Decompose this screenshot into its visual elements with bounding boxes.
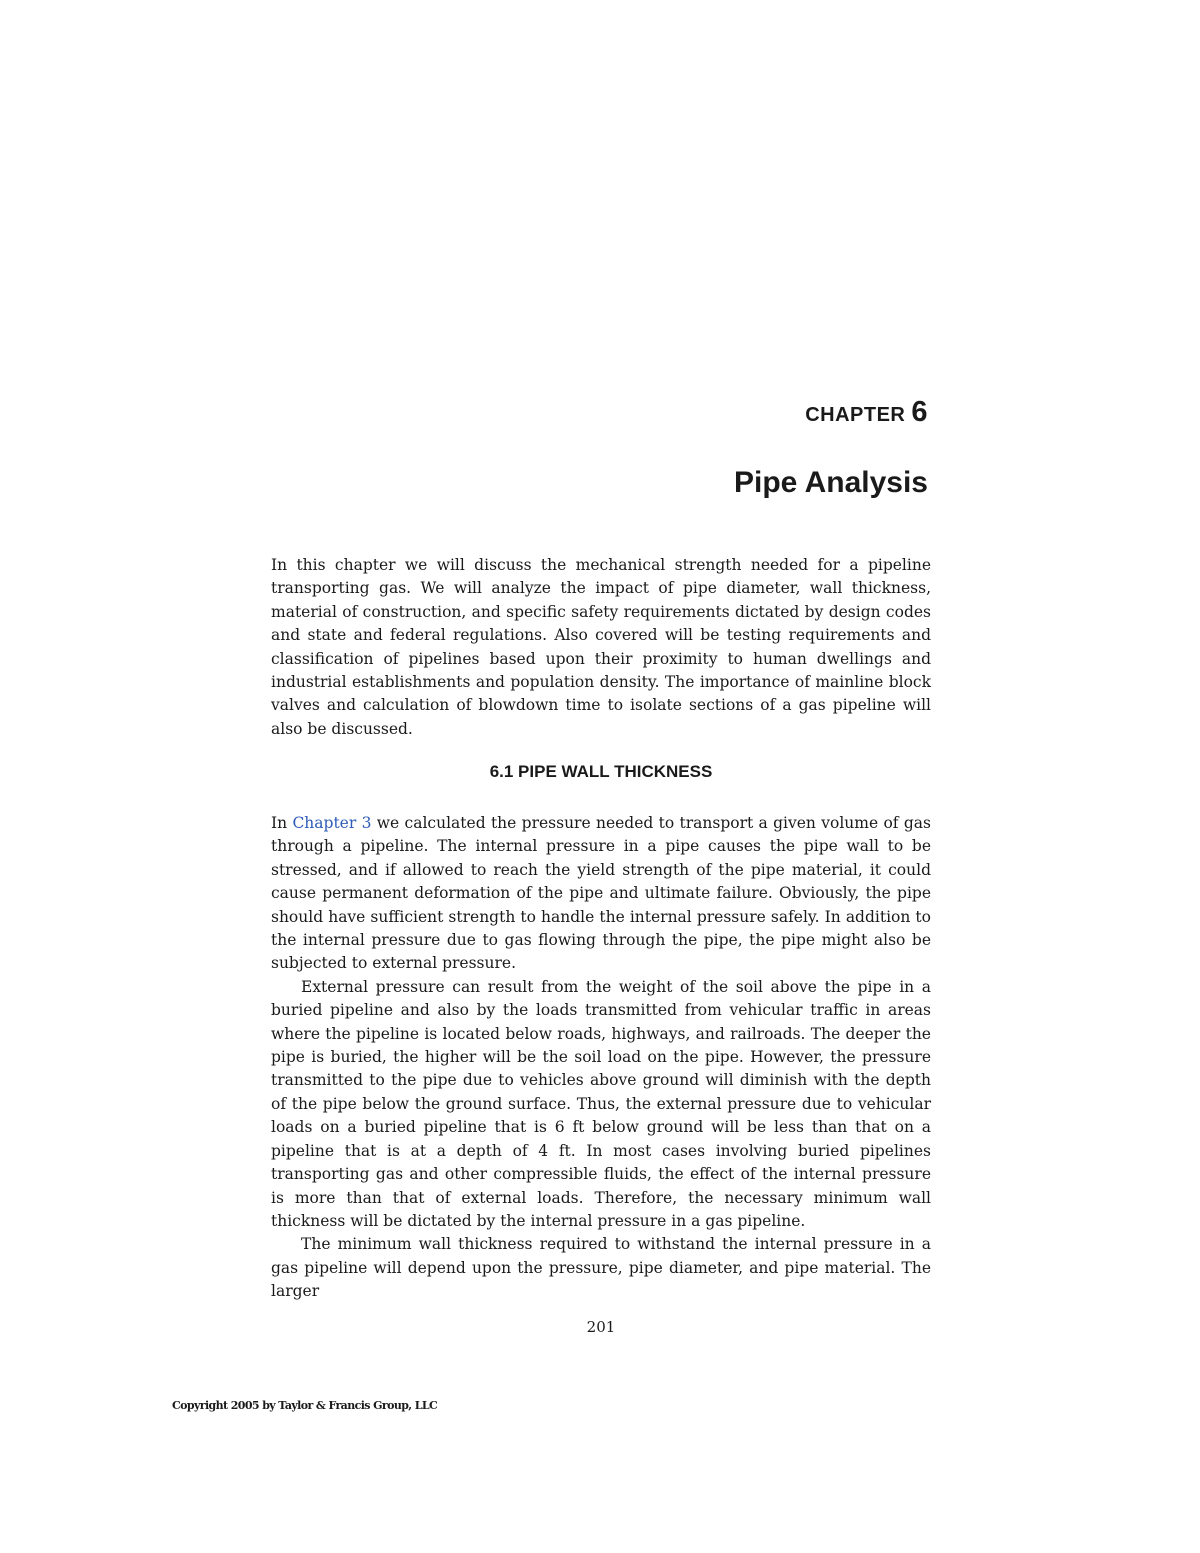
intro-paragraph-block <box>271 554 931 741</box>
paragraph-1-lead: In <box>271 814 293 832</box>
chapter-label-text: CHAPTER <box>805 404 906 426</box>
copyright-notice: Copyright 2005 by Taylor & Francis Group, LLC <box>172 1399 438 1412</box>
chapter-label <box>805 396 928 429</box>
chapter-title: Pipe Analysis <box>734 466 928 499</box>
paragraph-1-rest: we calculated the pressure needed to transport a given volume of gas through a pipeline. The internal pressure in a pipe causes the pipe wall to be stressed, and if allowed to reach the yield strength of the pipe material, it could cause permanent deformation of the pipe and ultimate failure. Obviously, the pipe should have sufficient strength to handle the internal pressure safely. In addition to the internal pressure due to gas flowing through the pipe, the pipe might also be subjected to external pressure. <box>271 814 931 973</box>
chapter-number: 6 <box>911 396 928 428</box>
page-number: 201 <box>586 1318 616 1336</box>
intro-paragraph: In this chapter we will discuss the mechanical strength needed for a pipeline transporting gas. We will analyze the impact of pipe diameter, wall thickness, material of construction, and specific safety requirements dictated by design codes and state and federal regulations. Also covered will be testing requirements and classification of pipelines based upon their proximity to human dwellings and industrial establishments and population density. The importance of mainline block valves and calculation of blowdown time to isolate sections of a gas pipeline will also be discussed. <box>271 556 931 738</box>
section-paragraph-1 <box>271 812 931 976</box>
section-body <box>271 812 931 1304</box>
section-heading: 6.1 PIPE WALL THICKNESS <box>489 762 713 781</box>
section-paragraph-3: The minimum wall thickness required to withstand the internal pressure in a gas pipeline will depend upon the pressure, pipe diameter, and pipe material. The larger <box>271 1235 931 1301</box>
chapter-3-link[interactable]: Chapter 3 <box>292 814 372 832</box>
section-paragraph-2: External pressure can result from the weight of the soil above the pipe in a buried pipeline and also by the loads transmitted from vehicular traffic in areas where the pipeline is located below roads, highways, and railroads. The deeper the pipe is buried, the higher will be the soil load on the pipe. However, the pressure transmitted to the pipe due to vehicles above ground will diminish with the depth of the pipe below the ground surface. Thus, the external pressure due to vehicular loads on a buried pipeline that is 6 ft below ground will be less than that on a pipeline that is at a depth of 4 ft. In most cases involving buried pipelines transporting gas and other compressible fluids, the effect of the internal pressure is more than that of external loads. Therefore, the necessary minimum wall thickness will be dictated by the internal pressure in a gas pipeline. <box>271 977 931 1230</box>
